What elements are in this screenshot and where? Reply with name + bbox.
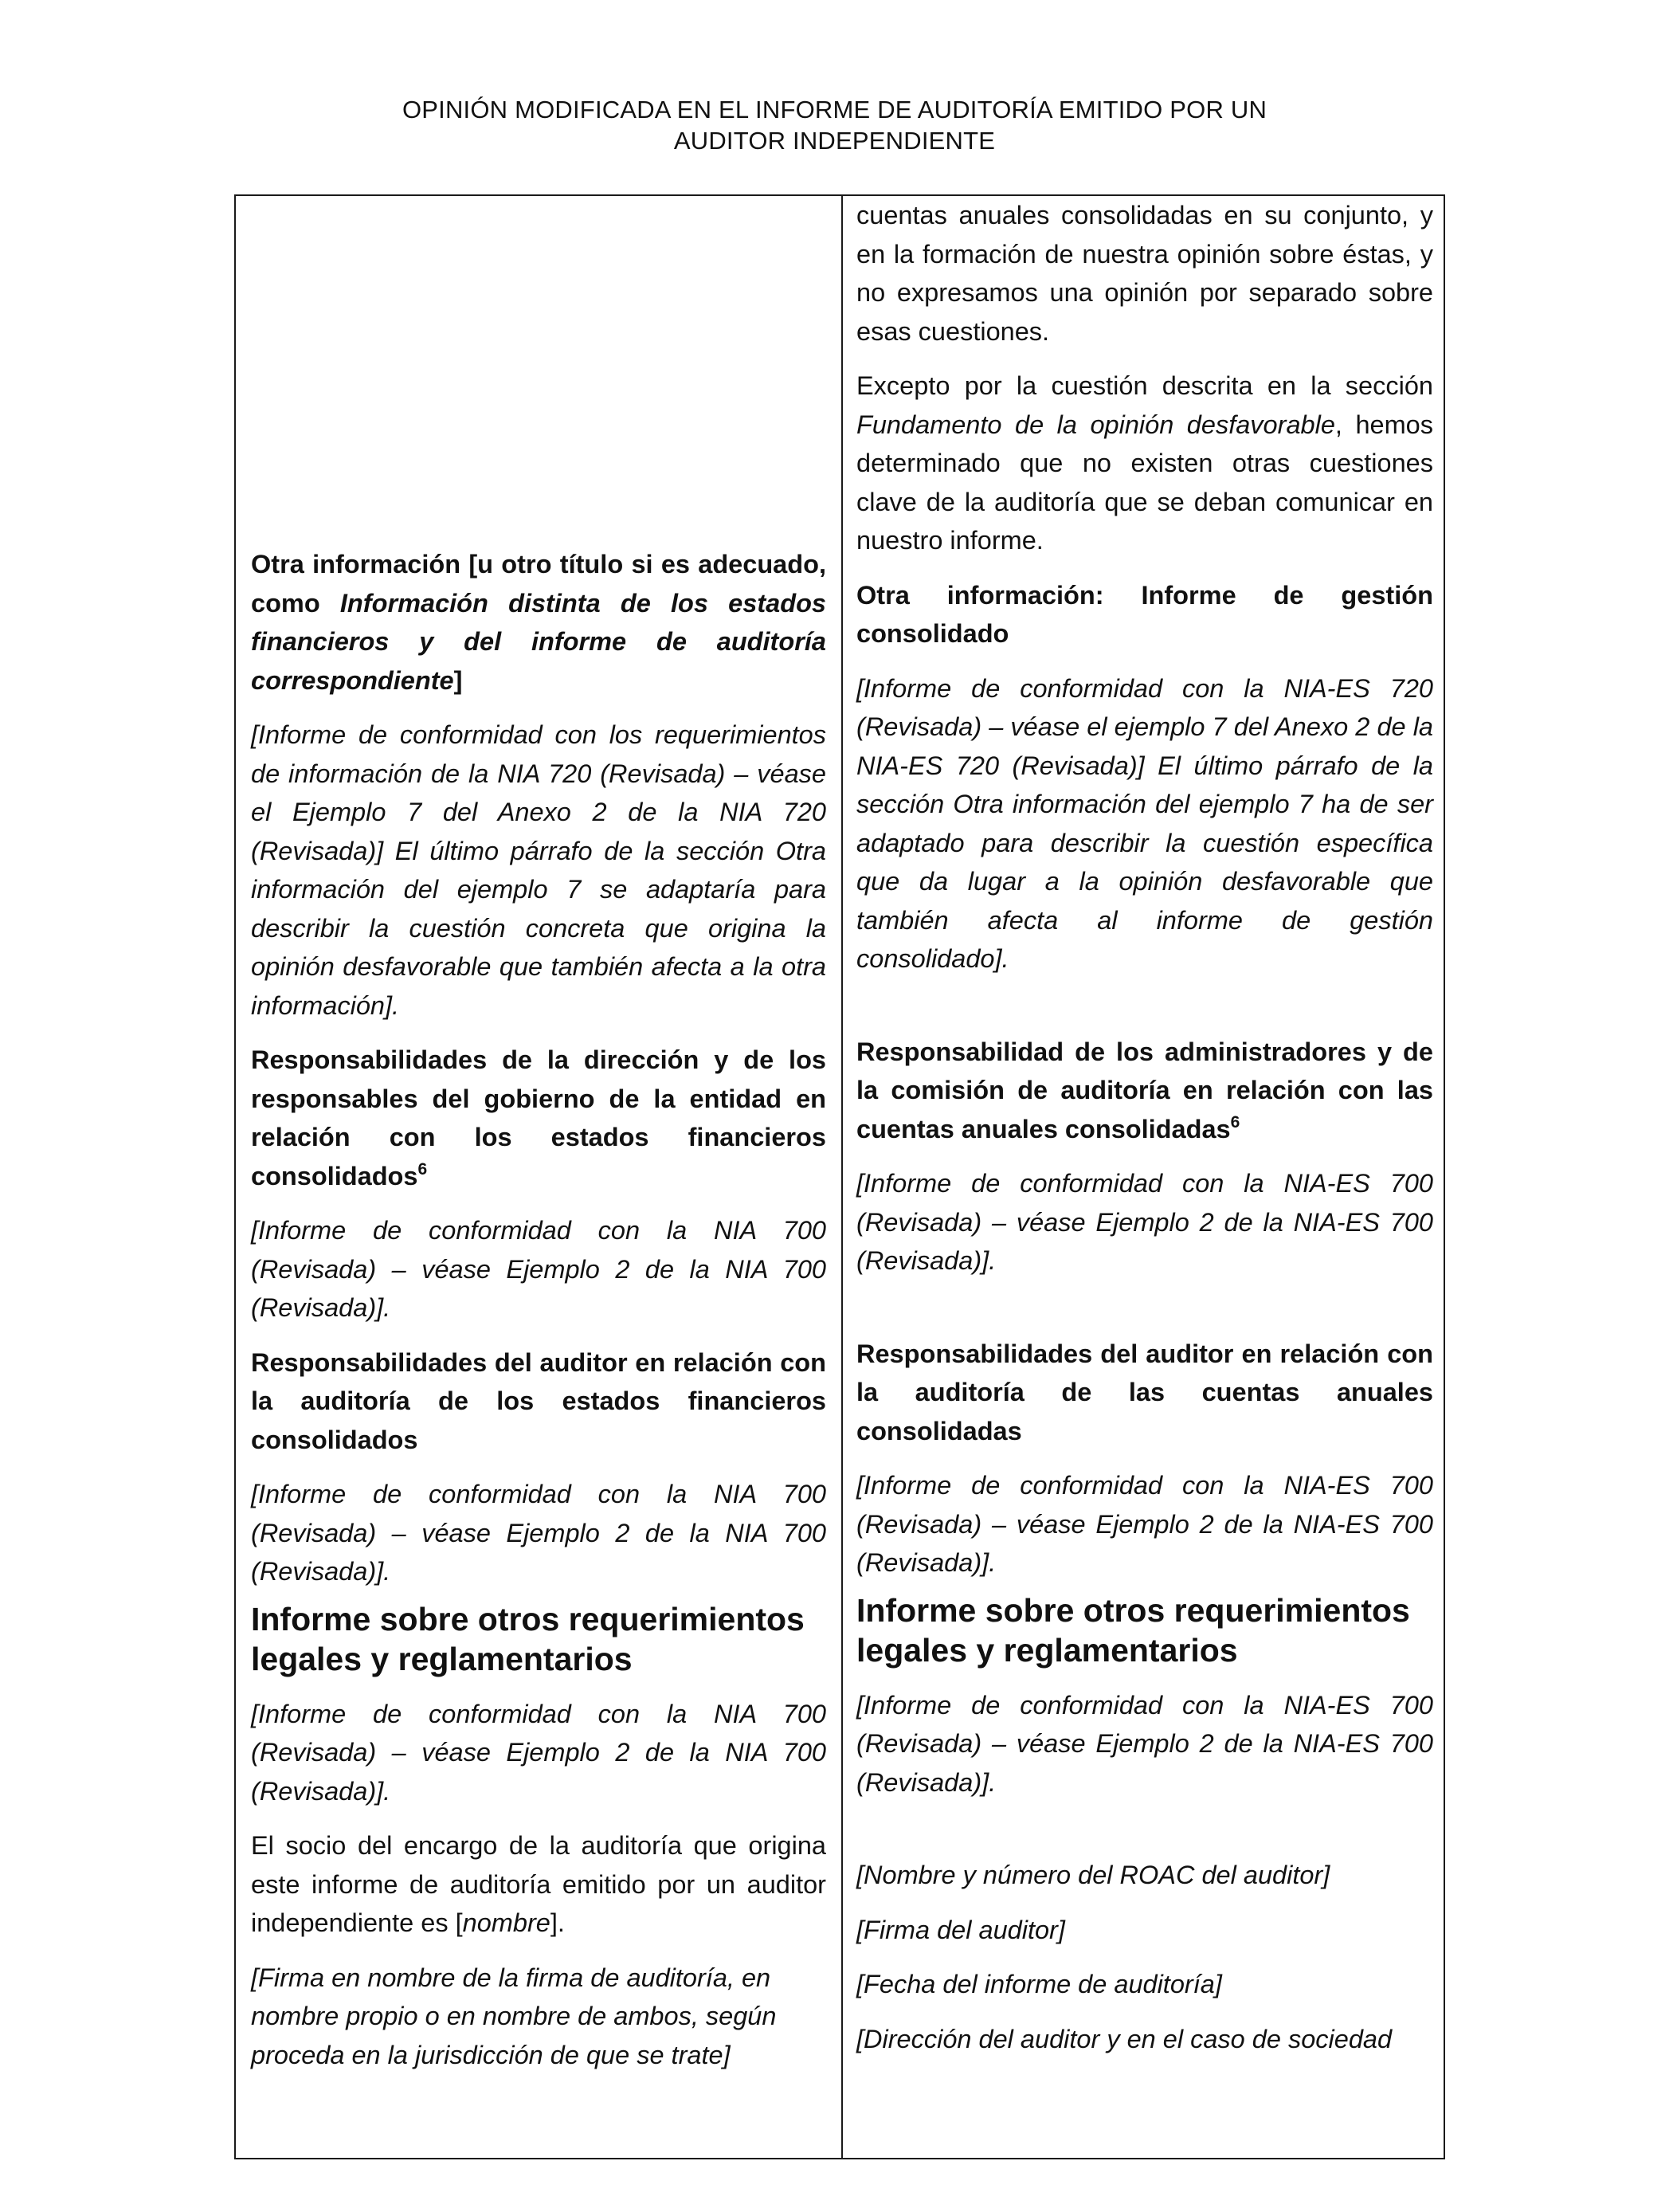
right-excepto-paragraph (856, 367, 1433, 560)
right-excepto-text-2: , hemos determinado que no existen otras cuestiones clave de la auditoría que se deban comunicar en nuestro informe. (856, 410, 1433, 555)
left-socio-text-1: El socio del encargo de la auditoría que origina este informe de auditoría emitido por un auditor independiente es [ (251, 1831, 826, 1937)
right-responsabilidades-auditor-body: [Informe de conformidad con la NIA-ES 700 (Revisada) – véase Ejemplo 2 de la NIA-ES 700 (Revisada)]. (856, 1471, 1433, 1577)
header-line-2: AUDITOR INDEPENDIENTE (673, 127, 996, 155)
left-otra-info-heading-part-2: Información distinta de los estados financieros y del informe de auditoría correspondiente (251, 588, 826, 695)
left-informe-otros-requerimientos-heading: Informe sobre otros requerimientos legales y reglamentarios (251, 1600, 805, 1677)
right-direccion-auditor: [Dirección del auditor y en el caso de sociedad (856, 2024, 1393, 2053)
left-column (251, 545, 826, 2074)
right-resp-adm-footnote-ref: 6 (1230, 1112, 1240, 1131)
header-line-1: OPINIÓN MODIFICADA EN EL INFORME DE AUDITORÍA EMITIDO POR UN (402, 96, 1267, 124)
right-fecha-informe: [Fecha del informe de auditoría] (856, 1970, 1222, 1998)
left-firma-paragraph: [Firma en nombre de la firma de auditoría, en nombre propio o en nombre de ambos, según proceda en la jurisdicción de que se trate] (251, 1963, 777, 2069)
left-socio-nombre: nombre (462, 1908, 550, 1937)
left-otra-info-heading-part-3: ] (453, 665, 463, 695)
right-otra-informacion-heading: Otra información: Informe de gestión consolidado (856, 580, 1433, 648)
right-responsabilidad-administradores-heading (856, 1033, 1433, 1149)
left-responsabilidades-auditor-heading: Responsabilidades del auditor en relación con la auditoría de los estados financieros consolidados (251, 1347, 826, 1454)
left-responsabilidades-direccion-body: [Informe de conformidad con la NIA 700 (Revisada) – véase Ejemplo 2 de la NIA 700 (Revisada)]. (251, 1216, 826, 1322)
left-socio-encargo-paragraph (251, 1826, 826, 1943)
right-continuation-paragraph: cuentas anuales consolidadas en su conjunto, y en la formación de nuestra opinión sobre éstas, y no expresamos una opinión por separado sobre esas cuestiones. (856, 201, 1433, 346)
right-responsabilidad-administradores-body: [Informe de conformidad con la NIA-ES 700 (Revisada) – véase Ejemplo 2 de la NIA-ES 700 (Revisada)]. (856, 1169, 1433, 1275)
right-firma-auditor: [Firma del auditor] (856, 1915, 1065, 1944)
left-otra-informacion-heading (251, 545, 826, 700)
comparison-table (234, 194, 1445, 2159)
right-column (856, 196, 1433, 2058)
left-otra-informacion-body: [Informe de conformidad con los requerimientos de información de la NIA 720 (Revisada) – véase el Ejemplo 7 del Anexo 2 de la NIA 720 (Revisada)] El último párrafo de la sección Otra información del ejemplo 7 se adaptaría para describir la cuestión concreta que origina la opinión desfavorable que también afecta a la otra información]. (251, 720, 826, 1020)
left-socio-text-2: ]. (550, 1908, 565, 1937)
right-excepto-section-name: Fundamento de la opinión desfavorable (856, 410, 1335, 439)
right-otra-informacion-body: [Informe de conformidad con la NIA-ES 720 (Revisada) – véase el ejemplo 7 del Anexo 2 de la NIA-ES 720 (Revisada)] El último párrafo de la sección Otra información del ejemplo 7 ha de ser adaptado para describir la cuestión específica que da lugar a la opinión desfavorable que también afecta al informe de gestión consolidado]. (856, 673, 1433, 973)
right-informe-otros-requerimientos-heading: Informe sobre otros requerimientos legales y reglamentarios (856, 1591, 1410, 1669)
left-resp-dir-footnote-ref: 6 (417, 1159, 428, 1179)
right-informe-otros-requerimientos-body: [Informe de conformidad con la NIA-ES 700 (Revisada) – véase Ejemplo 2 de la NIA-ES 700 (Revisada)]. (856, 1690, 1433, 1797)
left-responsabilidades-auditor-body: [Informe de conformidad con la NIA 700 (Revisada) – véase Ejemplo 2 de la NIA 700 (Revisada)]. (251, 1480, 826, 1586)
right-excepto-text-1: Excepto por la cuestión descrita en la sección (856, 371, 1433, 400)
left-responsabilidades-direccion-heading (251, 1041, 826, 1195)
right-nombre-roac: [Nombre y número del ROAC del auditor] (856, 1861, 1330, 1889)
column-divider (841, 196, 843, 2158)
right-resp-adm-heading-text: Responsabilidad de los administradores y de la comisión de auditoría en relación con las cuentas anuales consolidadas (856, 1037, 1433, 1143)
right-responsabilidades-auditor-heading: Responsabilidades del auditor en relación con la auditoría de las cuentas anuales consolidadas (856, 1339, 1433, 1445)
left-informe-otros-requerimientos-body: [Informe de conformidad con la NIA 700 (Revisada) – véase Ejemplo 2 de la NIA 700 (Revisada)]. (251, 1699, 826, 1806)
left-resp-dir-heading-text: Responsabilidades de la dirección y de los responsables del gobierno de la entidad en relación con los estados financieros consolidados (251, 1045, 826, 1190)
page-header (0, 94, 1669, 156)
left-otra-info-heading-part-1: Otra información [u otro título si es adecuado, como (251, 550, 826, 618)
